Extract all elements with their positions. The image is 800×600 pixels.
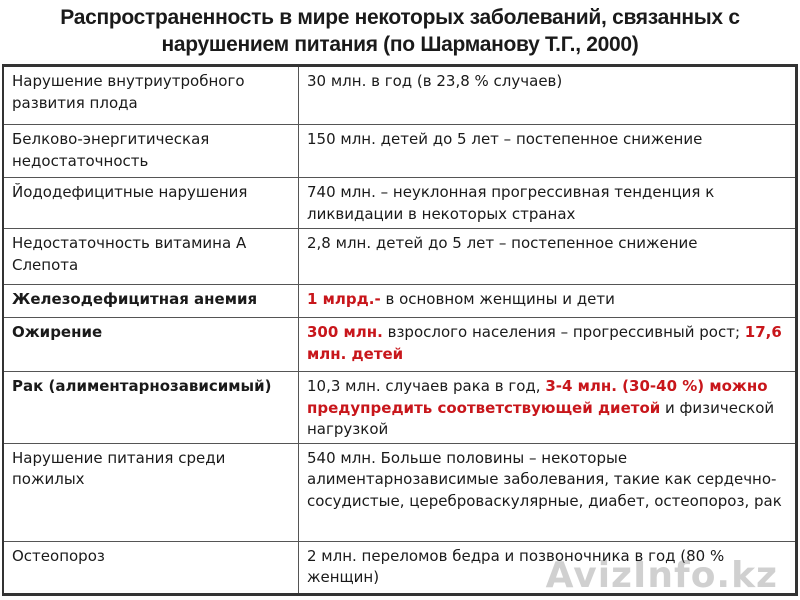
page-title	[0, 4, 800, 58]
highlighted-figure: 17,6 млн. детей	[307, 323, 782, 363]
prevalence-cell	[299, 443, 797, 541]
table-row	[3, 443, 797, 541]
disease-cell: Ожирение	[3, 318, 299, 372]
disease-cell: Недостаточность витамина А Слепота	[3, 229, 299, 285]
disease-cell: Остеопороз	[3, 541, 299, 594]
description-text: в основном женщины и дети	[380, 290, 615, 308]
description-text: и физической нагрузкой	[307, 398, 775, 438]
title-line-1: Распространенность в мире некоторых заболеваний, связанных с	[60, 6, 740, 29]
watermark: AvizInfo.kz	[545, 555, 778, 596]
title-line-2: нарушением питания (по Шарманову Т.Г., 2000)	[161, 33, 639, 56]
table-row	[3, 125, 797, 178]
description-text: 2,8 млн. детей до 5 лет – постепенное снижение	[307, 234, 698, 252]
prevalence-cell	[299, 318, 797, 372]
disease-cell: Йододефицитные нарушения	[3, 178, 299, 229]
description-text: 2 млн. переломов бедра и позвоночника в год (80 % женщин)	[307, 546, 725, 586]
description-text: взрослого населения – прогрессивный рост;	[382, 323, 745, 341]
table-row	[3, 229, 797, 285]
prevalence-cell	[299, 66, 797, 125]
highlighted-figure: 1 млрд.-	[307, 290, 381, 308]
description-text: 740 млн. – неуклонная прогрессивная тенденция к ликвидации в некоторых странах	[307, 183, 715, 223]
prevalence-cell	[299, 372, 797, 444]
disease-cell: Железодефицитная анемия	[3, 285, 299, 318]
highlighted-figure: 300 млн.	[307, 323, 383, 341]
prevalence-cell	[299, 178, 797, 229]
description-text: 150 млн. детей до 5 лет – постепенное снижение	[307, 130, 703, 148]
table-row	[3, 178, 797, 229]
prevalence-cell	[299, 229, 797, 285]
table-row	[3, 66, 797, 125]
highlighted-figure: 3-4 млн. (30-40 %) можно предупредить соответствующей диетой	[307, 377, 768, 417]
prevalence-cell	[299, 285, 797, 318]
description-text: 540 млн. Больше половины – некоторые алиментарнозависимые заболевания, такие как сердечно-сосудистые, цереброваскулярные, диабет, остеопороз, рак	[307, 448, 782, 510]
table-row	[3, 285, 797, 318]
disease-cell: Рак (алиментарнозависимый)	[3, 372, 299, 444]
disease-cell: Белково-энергитическая недостаточность	[3, 125, 299, 178]
prevalence-cell	[299, 125, 797, 178]
table-row	[3, 372, 797, 444]
disease-cell: Нарушение внутриутробного развития плода	[3, 66, 299, 125]
description-text: 30 млн. в год (в 23,8 % случаев)	[307, 72, 563, 90]
disease-prevalence-table	[2, 64, 798, 596]
disease-cell: Нарушение питания среди пожилых	[3, 443, 299, 541]
description-text: 10,3 млн. случаев рака в год,	[307, 377, 546, 395]
table-row	[3, 318, 797, 372]
